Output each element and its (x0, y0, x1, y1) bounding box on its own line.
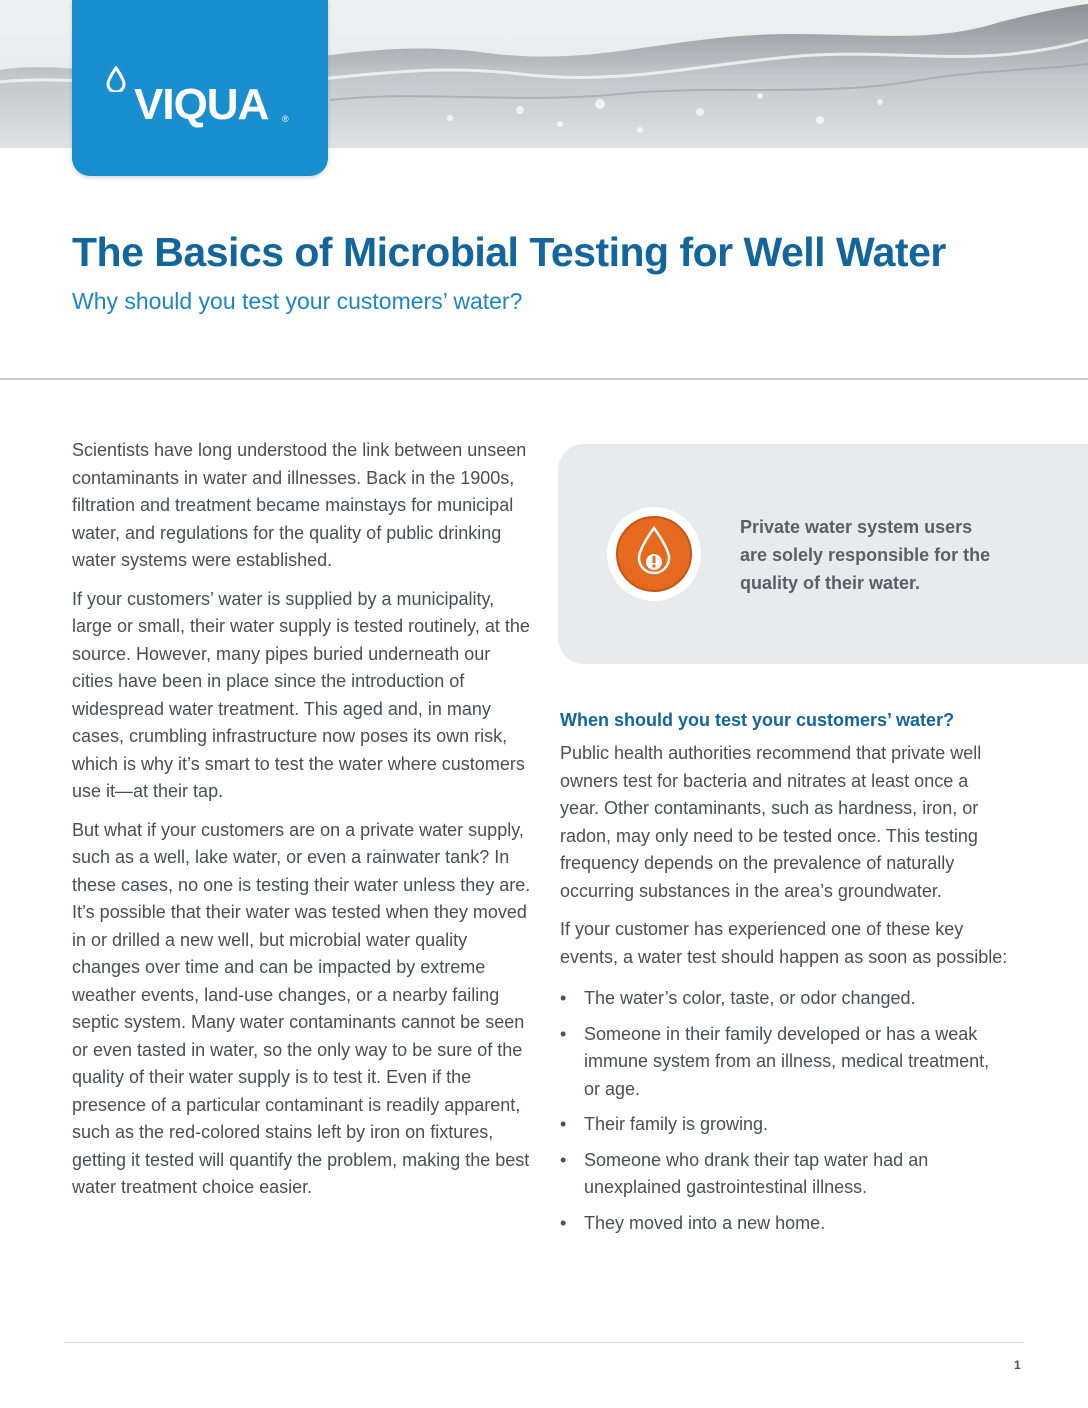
list-item: • Someone in their family developed or has a weak immune system from an illness, medical treatment, or age. (560, 1021, 1010, 1104)
body-paragraph: Public health authorities recommend that private well owners test for bacteria and nitrates at least once a year. Other contaminants, such as hardness, iron, or radon, may only need to be tested once. This testing frequency depends on the prevalence of naturally occurring substances in the area’s groundwater. (560, 743, 982, 901)
brand-logo-panel (72, 0, 328, 176)
page-number: 1 (1014, 1358, 1021, 1372)
header-divider (0, 378, 1088, 380)
body-paragraph: But what if your customers are on a private water supply, such as a well, lake water, or even a rainwater tank? In these cases, no one is testing their water unless they are. It’s possible that their water was tested when they moved in or drilled a new well, but microbial water quality changes over time and can be impacted by extreme weather events, land-use changes, or a nearby failing septic system. Many water contaminants cannot be seen or even tasted in water, so the only way to be sure of the quality of their water supply is to test it. Even if the presence of a particular contaminant is readily apparent, such as the red-colored stains left by iron on fixtures, getting it tested will quantify the problem, making the best water treatment choice easier. (72, 819, 531, 1197)
brand-registered-mark: ® (282, 114, 289, 124)
key-events-list (560, 985, 1010, 1237)
footer-divider (64, 1342, 1024, 1343)
bullet-icon: • (560, 1023, 567, 1044)
section-heading: When should you test your customers’ water? (560, 710, 955, 730)
brand-logo-text: VIQUA (134, 80, 269, 129)
right-column (560, 706, 1010, 1245)
callout-box (558, 444, 1088, 664)
list-item: • The water’s color, taste, or odor changed. (560, 985, 1010, 1013)
left-column (72, 437, 534, 1213)
list-item: • Their family is growing. (560, 1111, 1010, 1139)
bullet-icon: • (560, 1114, 567, 1134)
page-subtitle: Why should you test your customers’ water? (72, 288, 523, 314)
drop-logo-icon (106, 66, 126, 92)
bullet-icon: • (560, 1149, 567, 1170)
list-item: • Someone who drank their tap water had an unexplained gastrointestinal illness. (560, 1147, 1010, 1202)
page-title: The Basics of Microbial Testing for Well Water (72, 229, 946, 275)
bullet-icon: • (560, 1212, 567, 1233)
body-paragraph: Scientists have long understood the link between unseen contaminants in water and illnesses. Back in the 1900s, filtration and treatment became mainstays for municipal water, and regulations for the quality of public drinking water systems were established. (72, 440, 527, 570)
list-item: • They moved into a new home. (560, 1210, 1010, 1238)
bullet-icon: • (560, 988, 567, 1008)
body-paragraph: If your customer has experienced one of these key events, a water test should happen as soon as possible: (560, 919, 1008, 967)
water-drop-warning-icon (606, 506, 702, 602)
callout-text: Private water system users are solely responsible for the quality of their water. (740, 517, 991, 593)
body-paragraph: If your customers’ water is supplied by a municipality, large or small, their water supply is tested routinely, at the source. However, many pipes buried underneath our cities have been in place since the introduction of widespread water treatment. This aged and, in many cases, crumbling infrastructure now poses its own risk, which is why it’s smart to test the water where customers use it—at their tap. (72, 588, 530, 801)
